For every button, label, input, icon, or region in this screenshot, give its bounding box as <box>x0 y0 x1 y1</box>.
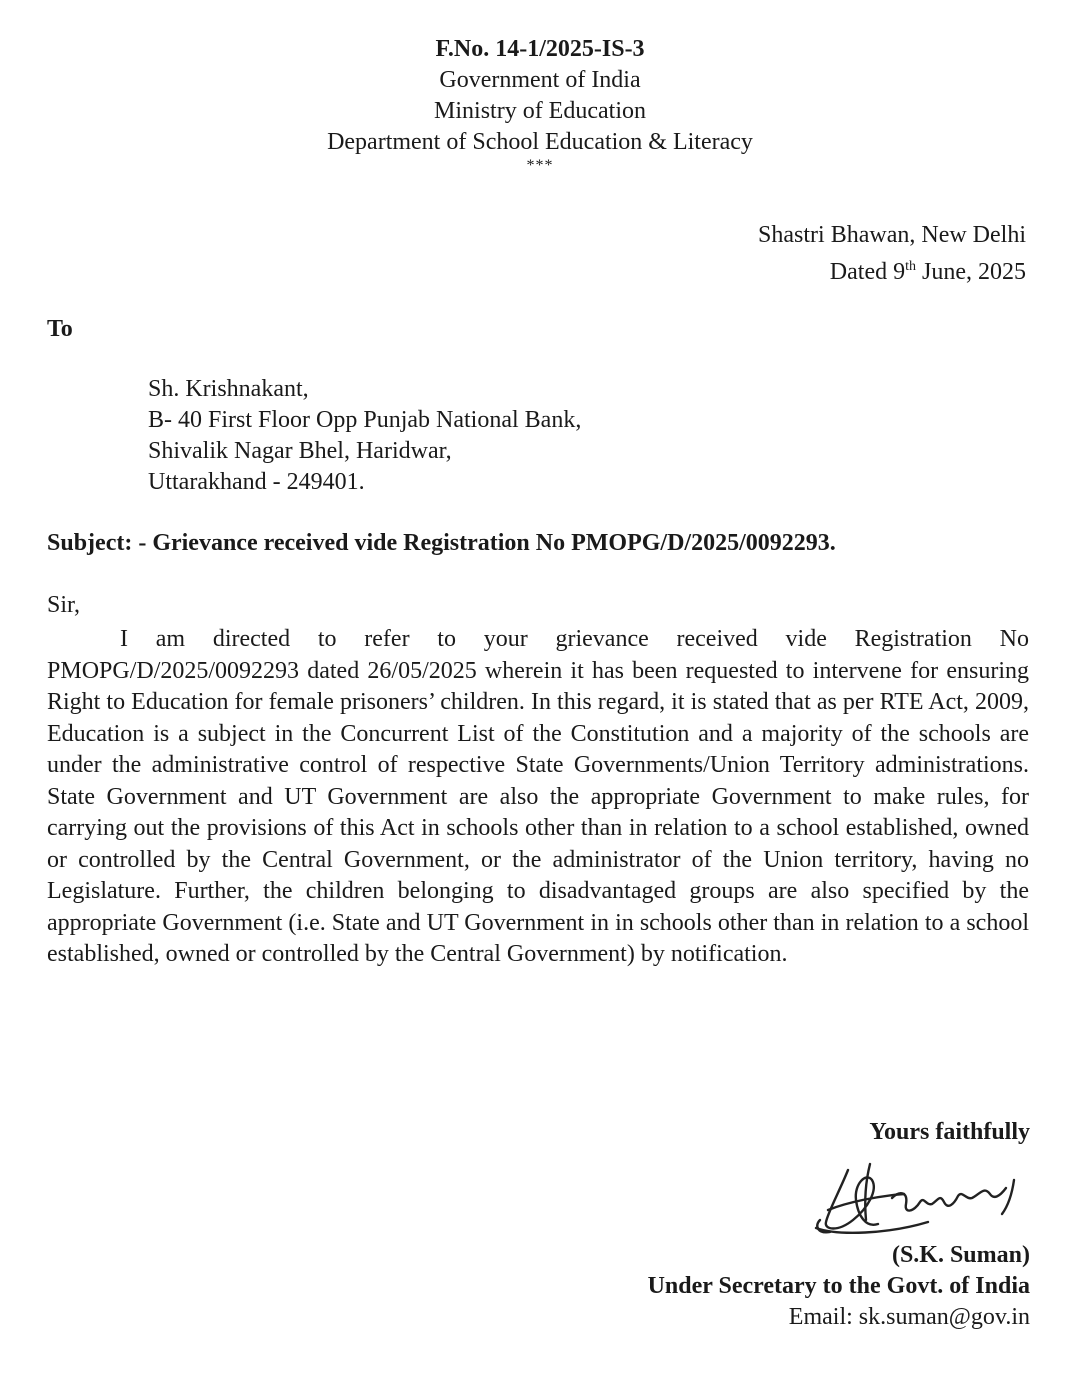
signatory-designation: Under Secretary to the Govt. of India <box>647 1273 1030 1299</box>
signatory-name: (S.K. Suman) <box>891 1242 1030 1268</box>
recipient-name: Sh. Krishnakant, <box>148 376 309 402</box>
address-line-1: B- 40 First Floor Opp Punjab National Bank, <box>148 407 582 433</box>
to-label: To <box>47 316 73 342</box>
signatory-block <box>648 1240 1030 1333</box>
signatory-email: Email: sk.suman@gov.in <box>788 1304 1030 1330</box>
date-prefix: Dated 9 <box>829 259 906 285</box>
place-date-block <box>758 220 1026 288</box>
sign-off: Yours faithfully <box>869 1119 1030 1145</box>
separator: *** <box>526 157 554 174</box>
subject-line: Subject: - Grievance received vide Registration No PMOPG/D/2025/0092293. <box>47 530 836 556</box>
body-paragraph: I am directed to refer to your grievance received vide Registration No PMOPG/D/2025/0092293 dated 26/05/2025 wherein it has been requested to intervene for ensuring Right to Education for female prisoners’ children. In this regard, it is stated that as per RTE Act, 2009, Education is a subject in the Concurrent List of the Constitution and a majority of the schools are under the administrative control of respective State Governments/Union Territory administrations. State Government and UT Government are also the appropriate Government to make rules, for carrying out the provisions of this Act in schools other than in relation to a school established, owned or controlled by the Central Government, or the administrator of the Union territory, having no Legislature. Further, the children belonging to disadvantaged groups are also specified by the appropriate Government (i.e. State and UT Government in in schools other than in relation to a school established, owned or controlled by the Central Government) by notification. <box>47 626 1029 967</box>
government-line: Government of India <box>439 67 641 93</box>
letterhead <box>0 34 1080 174</box>
date-ordinal: th <box>905 259 916 274</box>
address-line-3: Uttarakhand - 249401. <box>148 469 365 495</box>
recipient-address <box>148 374 581 498</box>
signature-image <box>808 1150 1038 1240</box>
address-line-2: Shivalik Nagar Bhel, Haridwar, <box>148 438 452 464</box>
salutation: Sir, <box>47 592 81 618</box>
department-line: Department of School Education & Literacy <box>327 129 753 155</box>
date <box>758 251 1026 288</box>
date-suffix: June, 2025 <box>916 259 1026 285</box>
file-number: F.No. 14-1/2025-IS-3 <box>435 36 645 62</box>
ministry-line: Ministry of Education <box>434 98 646 124</box>
place: Shastri Bhawan, New Delhi <box>758 222 1026 248</box>
